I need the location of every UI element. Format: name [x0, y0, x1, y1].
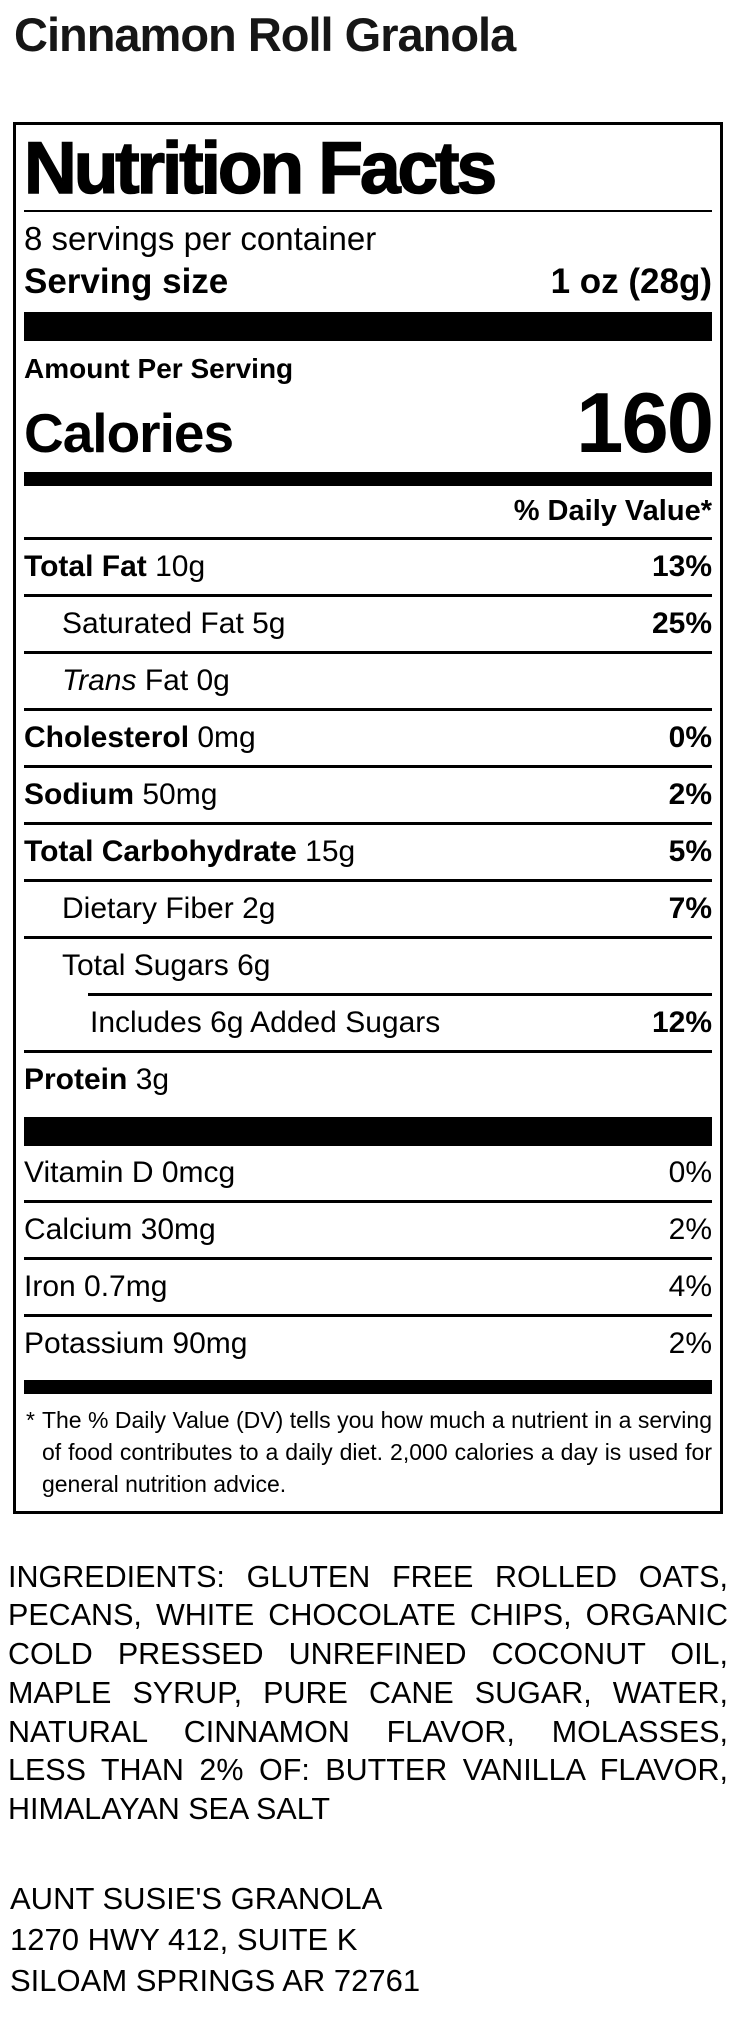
- nutrient-name: Sodium: [24, 778, 134, 812]
- nutrient-amount: 2g: [242, 892, 276, 926]
- nutrient-row: [24, 882, 712, 936]
- vitamin-name: Iron 0.7mg: [24, 1270, 168, 1304]
- nutrient-amount: 0mg: [197, 721, 256, 755]
- vitamin-name: Potassium 90mg: [24, 1327, 248, 1361]
- nutrient-amount: 15g: [305, 835, 356, 869]
- serving-size-label: Serving size: [24, 261, 229, 301]
- serving-size-row: [24, 262, 712, 302]
- footnote-text: The % Daily Value (DV) tells you how much a nutrient in a serving of food contributes to a daily diet. 2,000 calories a day is used for general nutrition advice.: [41, 1407, 712, 1498]
- servings-per-container: 8 servings per container: [24, 219, 377, 257]
- nutrient-name: Cholesterol: [24, 721, 190, 755]
- nutrient-amount: 6g: [237, 949, 271, 983]
- vitamin-dv: 2%: [668, 1213, 712, 1247]
- manufacturer-address-line1: 1270 HWY 412, SUITE K: [10, 1921, 358, 1957]
- daily-value-header: % Daily Value*: [513, 495, 712, 528]
- vitamin-row: [24, 1146, 712, 1200]
- nutrient-amount: 5g: [252, 607, 286, 641]
- nutrient-dv: 13%: [651, 550, 712, 584]
- thick-divider: [24, 1117, 712, 1146]
- nutrient-amount: 10g: [155, 550, 206, 584]
- footnote: [24, 1394, 712, 1501]
- vitamin-dv: 0%: [668, 1156, 712, 1190]
- vitamin-dv: 4%: [668, 1270, 712, 1304]
- nutrient-row: [24, 711, 712, 765]
- vitamin-row: [24, 1317, 712, 1371]
- nutrition-facts-panel: [13, 122, 723, 1514]
- nutrient-row: [24, 768, 712, 822]
- medium-divider: [24, 1380, 712, 1394]
- nutrient-row: [24, 825, 712, 879]
- nutrient-dv: 25%: [651, 607, 712, 641]
- nutrient-name: Trans: [62, 664, 137, 698]
- nutrient-row: [24, 597, 712, 651]
- footnote-marker: *: [26, 1407, 35, 1434]
- nutrient-amount: 50mg: [142, 778, 218, 812]
- nutrient-name: Total Carbohydrate: [24, 835, 297, 869]
- thick-divider: [24, 312, 712, 341]
- nutrient-row: [24, 654, 712, 708]
- medium-divider: [24, 472, 712, 486]
- calories-label: Calories: [24, 401, 234, 464]
- nutrient-row: [24, 996, 712, 1050]
- nutrient-name: Saturated Fat: [62, 607, 244, 641]
- vitamin-dv: 2%: [668, 1327, 712, 1361]
- nutrition-facts-heading: Nutrition Facts: [24, 128, 495, 210]
- serving-size-value: 1 oz (28g): [550, 261, 712, 301]
- nutrient-row: [24, 939, 712, 993]
- vitamin-row: [24, 1203, 712, 1257]
- nutrient-name: Protein: [24, 1063, 128, 1097]
- manufacturer-block: [10, 1879, 728, 2002]
- nutrient-dv: 7%: [668, 892, 712, 926]
- product-title: Cinnamon Roll Granola: [14, 8, 516, 61]
- vitamin-row: [24, 1260, 712, 1314]
- calories-value: 160: [576, 375, 712, 471]
- vitamin-name: Calcium 30mg: [24, 1213, 216, 1247]
- nutrient-amount: Fat 0g: [144, 664, 230, 698]
- vitamin-name: Vitamin D 0mcg: [24, 1156, 236, 1190]
- nutrient-dv: 2%: [668, 778, 712, 812]
- nutrient-row: [24, 1053, 712, 1107]
- amount-per-serving-label: Amount Per Serving: [24, 353, 294, 385]
- ingredients-text: INGREDIENTS: GLUTEN FREE ROLLED OATS, PECANS, WHITE CHOCOLATE CHIPS, ORGANIC COLD PRESSED UNREFINED COCONUT OIL, MAPLE SYRUP, PURE CANE SUGAR, WATER, NATURAL CINNAMON FLAVOR, MOLASSES, LESS THAN 2% OF: BUTTER VANILLA FLAVOR, HIMALAYAN SEA SALT: [8, 1559, 728, 1826]
- nutrient-name: Total Sugars: [62, 949, 229, 983]
- nutrient-name: Dietary Fiber: [62, 892, 234, 926]
- nutrient-dv: 5%: [668, 835, 712, 869]
- calories-row: [24, 375, 712, 471]
- nutrient-row: [24, 540, 712, 594]
- nutrient-name: Includes 6g Added Sugars: [90, 1006, 441, 1040]
- nutrient-amount: 3g: [135, 1063, 170, 1097]
- nutrient-name: Total Fat: [24, 550, 147, 584]
- nutrient-dv: 12%: [651, 1006, 712, 1040]
- divider: [24, 210, 712, 212]
- nutrient-dv: 0%: [668, 721, 712, 755]
- manufacturer-name: AUNT SUSIE'S GRANOLA: [10, 1880, 383, 1916]
- manufacturer-address-line2: SILOAM SPRINGS AR 72761: [10, 1962, 421, 1998]
